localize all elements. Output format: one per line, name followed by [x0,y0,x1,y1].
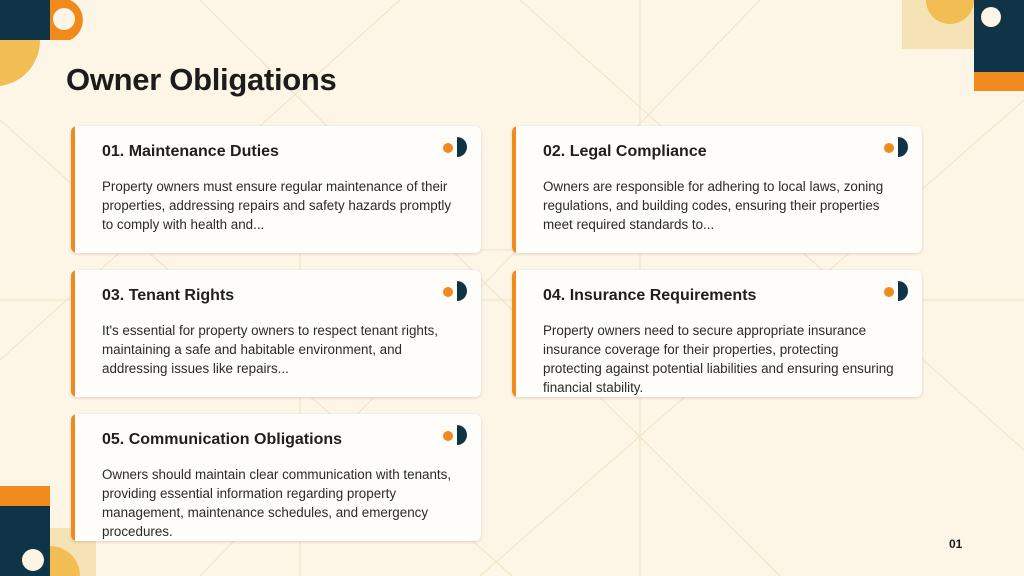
obligation-card-insurance [512,270,922,397]
card-heading: 04. Insurance Requirements [543,287,757,304]
card-heading: 01. Maintenance Duties [102,143,279,160]
card-accent-bar [71,270,75,397]
obligation-card-communication [71,414,481,541]
card-accent-bar [512,126,516,253]
card-accent-bar [512,270,516,397]
card-description: Property owners must ensure regular maintenance of their properties, addressing repairs and safety hazards promptly to comply with health and... [102,179,452,232]
dot-half-circle-icon [884,136,910,158]
dot-half-circle-icon [443,424,469,446]
card-description: Owners should maintain clear communication with tenants, providing essential information regarding property management, maintenance schedules, and emergency procedures. [102,467,452,539]
obligation-card-maintenance [71,126,481,253]
card-description: Owners are responsible for adhering to local laws, zoning regulations, and building codes, ensuring their properties meet required standards to... [543,179,884,232]
card-description: It's essential for property owners to respect tenant rights, maintaining a safe and habitable environment, and addressing issues like repairs... [102,323,438,376]
obligation-card-legal [512,126,922,253]
card-heading: 05. Communication Obligations [102,431,343,448]
card-heading: 03. Tenant Rights [102,287,235,304]
card-heading: 02. Legal Compliance [543,143,707,160]
card-accent-bar [71,126,75,253]
page-title: Owner Obligations [66,62,337,97]
dot-half-circle-icon [884,280,910,302]
dot-half-circle-icon [443,280,469,302]
obligation-card-tenant-rights [71,270,481,397]
decoration-top-right [902,0,1024,92]
page-number: 01 [949,537,963,551]
dot-half-circle-icon [443,136,469,158]
card-accent-bar [71,414,75,541]
card-description: Property owners need to secure appropriate insurance insurance coverage for their properties, protecting protecting against potential liabilities and ensuring ensuring financial stability. [543,323,894,395]
